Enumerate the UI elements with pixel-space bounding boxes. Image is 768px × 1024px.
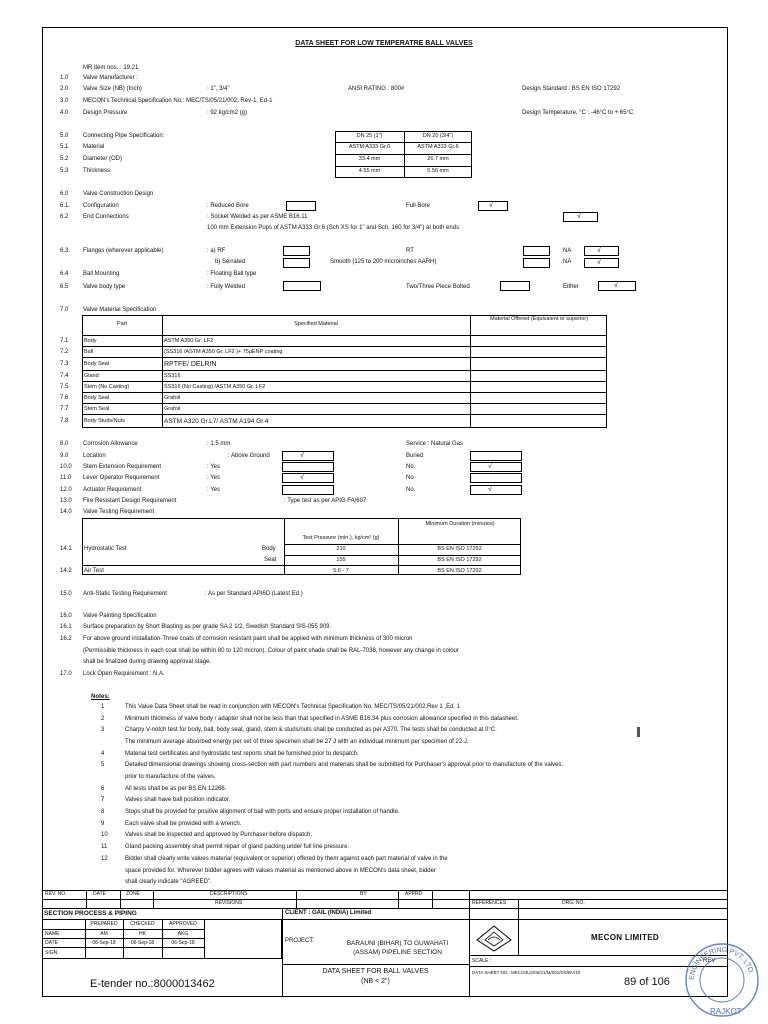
na-label: NA bbox=[563, 259, 572, 265]
footer-label: PREPARED bbox=[90, 921, 118, 927]
material-table bbox=[82, 315, 607, 428]
datasheet-title: DATA SHEET FOR BALL VALVES bbox=[322, 968, 429, 975]
row-value: : Socket Welded as per ASME B16.11 bbox=[207, 214, 308, 220]
note-text: Minimum thickness of valve body / adapter shall not be less than that specified in ASME B16.34 plus corrosion allowance specified in this datasheet. bbox=[125, 716, 519, 722]
row-label: Air Test bbox=[84, 568, 104, 574]
rev-label: REV bbox=[703, 958, 716, 964]
row-no: 12.0 bbox=[60, 487, 72, 493]
row-no: 17.0 bbox=[60, 671, 72, 677]
part-cell: Stem (No Casting) bbox=[84, 384, 130, 390]
row-value: : Floating Ball type bbox=[207, 271, 257, 277]
test-duration: BS EN ISO 17292 bbox=[437, 568, 482, 574]
note-number: 12 bbox=[101, 856, 108, 862]
footer-label: DATE bbox=[45, 940, 58, 946]
test-pressure: 5.6 - 7 bbox=[333, 568, 349, 574]
signoff-name: AKG bbox=[177, 931, 189, 937]
row-label: Thickness bbox=[83, 168, 111, 174]
row-label: Corrosion Allowance bbox=[83, 441, 138, 447]
row-label: Flanges (wherever applicable) bbox=[83, 248, 164, 254]
note-text: Valves shall have ball position indicator. bbox=[125, 797, 231, 803]
stem-no-checkbox[interactable] bbox=[470, 462, 522, 472]
note-text: Gland packing assembly shall permit repair of gland packing under full line pressure. bbox=[125, 844, 350, 850]
row-value: : 1", 3/4" bbox=[207, 86, 230, 92]
row-no: 9.0 bbox=[60, 453, 69, 459]
row-value: : As per Standard API6D (Latest Ed.) bbox=[205, 591, 303, 597]
note-number: 11 bbox=[101, 844, 108, 850]
signoff-date: 06-Sep-18 bbox=[130, 940, 155, 946]
row-no: 6.4 bbox=[60, 271, 69, 277]
check-icon: √ bbox=[488, 486, 492, 493]
cursor-mark bbox=[637, 727, 640, 737]
row-no: 13.0 bbox=[60, 498, 72, 504]
row-label: Anti-Static Testing Requirement bbox=[83, 591, 167, 597]
note-text: Valves shall be inspected and approved by Purchaser before dispatch. bbox=[125, 832, 313, 838]
row-no: 6.1. bbox=[60, 203, 71, 209]
pipe-cell: DN 20 (3/4") bbox=[422, 133, 454, 139]
note-number: 6 bbox=[101, 786, 105, 792]
row-label: Design Pressure bbox=[83, 110, 128, 116]
page-number: 89 of 106 bbox=[624, 976, 670, 988]
row-no: 7.1 bbox=[60, 338, 69, 344]
pipe-cell: 5.56 mm bbox=[427, 168, 449, 174]
note-text: The minimum average absorbed energy per set of three specimen shall be 27 J with an individual minimum per specimen of 22 J. bbox=[125, 739, 469, 745]
signoff-name: HK bbox=[139, 931, 146, 937]
rf-checkbox[interactable] bbox=[283, 246, 310, 256]
row-label: Fire Resistant Design Requirement bbox=[83, 498, 177, 504]
table-header: Test Pressure (min.), kg/cm² (g) bbox=[302, 535, 380, 541]
row-label: Connecting Pipe Specification: bbox=[83, 133, 165, 139]
part-cell: Body Seal bbox=[84, 361, 110, 367]
mecon-logo-icon bbox=[475, 924, 513, 952]
lever-no-checkbox[interactable] bbox=[470, 473, 522, 483]
footer-label: CHECKED bbox=[130, 921, 155, 927]
row-no: 7.3 bbox=[60, 361, 69, 367]
row-no: 5.2 bbox=[60, 156, 69, 162]
bolted-checkbox[interactable] bbox=[500, 281, 530, 291]
note-text: All tests shall be as per BS EN 12266. bbox=[125, 786, 227, 792]
note-number: 1 bbox=[101, 704, 105, 710]
full-bore-checkbox[interactable] bbox=[478, 201, 508, 211]
signoff-date: 06-Sep-18 bbox=[171, 940, 195, 946]
row-no: 6.0 bbox=[60, 191, 69, 197]
datasheet-number: DATA SHEET NO.: MEC/23U2/05/21/M/001/DS/BV/10 bbox=[472, 970, 581, 975]
table-header: Minimum Duration (minutes) bbox=[425, 521, 495, 527]
test-duration: BS EN ISO 17292 bbox=[437, 557, 482, 563]
spec-cell: SS316 bbox=[164, 373, 181, 379]
project-line1: BARAUNI (BIHAR) TO GUWAHATI bbox=[346, 940, 449, 947]
serrated-checkbox[interactable] bbox=[283, 258, 310, 268]
row-no: 5.0 bbox=[60, 133, 69, 139]
row-value: : Yes bbox=[207, 487, 221, 493]
actuator-yes-checkbox[interactable] bbox=[282, 485, 334, 495]
note-number: 2 bbox=[101, 716, 105, 722]
row-no: 7.6 bbox=[60, 395, 69, 401]
footer-label: APPRD bbox=[405, 891, 423, 897]
no-label: No bbox=[406, 464, 414, 470]
note-text: Charpy V-notch test for body, ball, body seat, gland, stem & studs/nuts shall be conducted as per A370. The tests shall be conducted at 0°C. bbox=[125, 727, 497, 733]
row-value: : Yes bbox=[207, 464, 221, 470]
signoff-name: AM bbox=[100, 931, 108, 937]
row-no: 14.2 bbox=[60, 568, 72, 574]
part-cell: Body Studs/Nuts bbox=[84, 418, 125, 424]
row-value: : Type test as per APIG FA/607 bbox=[284, 498, 367, 504]
note-text: Detailed dimensional drawings showing cross-section with part numbers and materials shall be submitted for Purchaser's approval prior to manufacture of the valves. bbox=[125, 762, 564, 768]
footer-label: APPROVED bbox=[169, 921, 197, 927]
section-label: SECTION PROCESS & PIPING bbox=[44, 910, 137, 917]
row-label: Actuator Requirement bbox=[83, 487, 142, 493]
row-label: Valve Material Specification bbox=[83, 307, 157, 313]
note-text: Each valve shall be provided with a wrench. bbox=[125, 821, 242, 827]
row-label: Valve Manufacturer : bbox=[83, 75, 138, 81]
test-pressure: 155 bbox=[336, 557, 346, 563]
note-number: 4 bbox=[101, 751, 105, 757]
service-label: Service : Natural Gas bbox=[406, 441, 464, 447]
footer-label: REVISIONS bbox=[215, 900, 243, 906]
check-icon: √ bbox=[300, 452, 304, 459]
check-icon: √ bbox=[300, 474, 304, 481]
spec-cell: RPTFE/ DELRIN bbox=[164, 361, 217, 368]
stamp-text-bottom: RAJKOT bbox=[710, 1007, 742, 1016]
footer-label: ZONE bbox=[126, 891, 140, 897]
row-no: 1.0 bbox=[60, 75, 69, 81]
pipe-cell: ASTM A333 Gr.6 bbox=[348, 144, 391, 150]
design-temperature: Design Temperature, °C : -46°C to + 65°C bbox=[522, 110, 634, 116]
footer-label: SIGN bbox=[45, 950, 58, 956]
paint-text: Surface preparation by Short Blasting as per grade SA 2 1/2, Swedish Standard SIS-055 909. bbox=[83, 624, 332, 630]
row-no: 14.0 bbox=[60, 509, 72, 515]
row-value: : Reduced Bore bbox=[207, 203, 249, 209]
footer-label: DRG. NO. bbox=[562, 900, 585, 906]
above-ground-checkbox[interactable] bbox=[282, 451, 334, 461]
test-pressure: 210 bbox=[336, 546, 346, 552]
no-label: No bbox=[406, 475, 414, 481]
pipe-cell: ASTM A333 Gr.6 bbox=[417, 144, 459, 150]
note-number: 8 bbox=[101, 809, 105, 815]
buried-label: Buried bbox=[406, 453, 424, 459]
row-value: : Yes bbox=[207, 475, 221, 481]
lever-yes-checkbox[interactable] bbox=[282, 473, 334, 483]
note-text: prior to manufacture of the valves. bbox=[125, 774, 216, 780]
note-number: 5 bbox=[101, 762, 105, 768]
row-label: Valve Testing Requirement bbox=[83, 509, 155, 515]
row-no: 8.0 bbox=[60, 441, 69, 447]
row-no: 16.2 bbox=[60, 636, 72, 642]
fully-welded-checkbox[interactable] bbox=[283, 281, 321, 291]
test-duration: BS EN ISO 17292 bbox=[437, 546, 482, 552]
row-no: 16.1 bbox=[60, 624, 72, 630]
footer-label: BY bbox=[360, 891, 367, 897]
row-no: 16.0 bbox=[60, 613, 72, 619]
part-cell: Gland bbox=[84, 373, 99, 379]
row-no: 6.5 bbox=[60, 284, 69, 290]
row-no: 5.3 bbox=[60, 168, 69, 174]
pipe-cell: DN 25 (1") bbox=[356, 133, 383, 139]
pipe-cell: 26.7 mm bbox=[427, 156, 449, 162]
body-label: Body bbox=[262, 546, 276, 552]
either-label: Either bbox=[563, 284, 579, 290]
paint-text: Lock Open Requirement : N.A. bbox=[83, 671, 165, 677]
row-value: : 92 kg/cm2 (g) bbox=[207, 110, 248, 116]
sheet-title: DATA SHEET FOR LOW TEMPERATRE BALL VALVES bbox=[295, 40, 473, 47]
row-no: 7.5 bbox=[60, 384, 69, 390]
note-text: Bidder shall clearly write values material (equivalent or superior) offered by them against each part material of valve in the bbox=[125, 856, 448, 862]
row-no: 15.0 bbox=[60, 591, 72, 597]
row-label: MECON's Technical Specification No.: MEC/TS/05/21/002, Rev-1, Ed-1 bbox=[83, 98, 273, 104]
paint-text: Valve Painting Specification bbox=[83, 613, 157, 619]
stem-yes-checkbox[interactable] bbox=[282, 462, 334, 472]
reduced-bore-checkbox[interactable] bbox=[286, 201, 316, 211]
footer-label: DESCRIPTIONS bbox=[210, 891, 248, 897]
check-icon: √ bbox=[597, 259, 601, 266]
note-text: shall clearly indicate "AGREED". bbox=[125, 879, 212, 885]
row-label: Configuration bbox=[83, 203, 119, 209]
part-cell: Ball bbox=[84, 349, 94, 355]
check-icon: √ bbox=[489, 202, 493, 209]
row-label: Valve Size (NB) (Inch) bbox=[83, 86, 142, 92]
company-stamp-icon bbox=[682, 940, 762, 1020]
check-icon: √ bbox=[597, 247, 601, 254]
part-cell: Body Seal bbox=[84, 395, 110, 401]
ansi-rating: ANSI RATING : 800# bbox=[348, 86, 405, 92]
row-value: : a) RF bbox=[207, 248, 226, 254]
table-header: Material Offered (Equivalent or superior) bbox=[489, 316, 589, 322]
row-label: Valve body type bbox=[83, 284, 126, 290]
na-checkbox[interactable] bbox=[584, 258, 619, 268]
mr-items: MR item nos. : 19,21 bbox=[83, 65, 139, 71]
row-no: 10.0 bbox=[60, 464, 72, 470]
client-label: CLIENT : GAIL (INDIA) Limited bbox=[285, 910, 372, 916]
spec-cell: (SS316 /ASTM A350 Gr. LF2 )+ 75µENP coating bbox=[164, 349, 283, 355]
note-number: 3 bbox=[101, 727, 105, 733]
na-checkbox[interactable] bbox=[584, 246, 619, 256]
note-text: This Value Data Sheet shall be read in conjunction with MECON's Technical Specification No. MEC/TS/05/21/002,Rev 1 ,Ed. 1 bbox=[125, 704, 461, 710]
actuator-no-checkbox[interactable] bbox=[470, 485, 522, 495]
row-value: : 1.5 mm bbox=[207, 441, 231, 447]
na-label: NA bbox=[563, 248, 572, 254]
row-label: End Connections bbox=[83, 214, 129, 220]
row-no: 2.0 bbox=[60, 86, 69, 92]
row-label: Stem Extension Requirement bbox=[83, 464, 162, 470]
full-bore-label: Full Bore bbox=[406, 203, 431, 209]
check-icon: √ bbox=[488, 463, 492, 470]
row-label: Diameter (OD) bbox=[83, 156, 123, 162]
etender-number: E-tender no.:8000013462 bbox=[90, 978, 215, 990]
footer-label: NAME bbox=[45, 931, 60, 937]
datasheet-subtitle: (NB < 2") bbox=[361, 978, 390, 985]
row-value: : Fully Welded bbox=[207, 284, 245, 290]
footer-label: DATE bbox=[93, 891, 106, 897]
seat-label: Seat bbox=[264, 557, 277, 563]
spec-cell: Grafoil bbox=[164, 395, 181, 401]
pipe-cell: 4.55 mm bbox=[358, 168, 381, 174]
spec-cell: ASTM A350 Gr. LF2 bbox=[164, 338, 214, 344]
spec-cell: SS316 (No Casting) /ASTM A350 Gr. LF2 bbox=[164, 384, 266, 390]
smooth-checkbox[interactable] bbox=[523, 258, 550, 268]
row-no: 5.1 bbox=[60, 144, 69, 150]
row-label: Material bbox=[83, 144, 105, 150]
project-line2: (ASSAM) PIPELINE SECTION bbox=[353, 949, 442, 956]
rt-checkbox[interactable] bbox=[523, 246, 550, 256]
two-three-piece-label: Two/Three Piece Bolted bbox=[406, 284, 470, 290]
design-standard: Design Standard : BS EN ISO 17292 bbox=[522, 86, 621, 92]
row-no: 7.7 bbox=[60, 406, 69, 412]
row-label: Hydrostatic Test bbox=[84, 546, 127, 552]
row-label: Ball Mounting bbox=[83, 271, 120, 277]
row-no: 14.1 bbox=[60, 546, 72, 552]
note-number: 7 bbox=[101, 797, 105, 803]
footer-label: REV. NO. bbox=[45, 891, 67, 897]
buried-checkbox[interactable] bbox=[470, 451, 522, 461]
row-no: 3.0 bbox=[60, 98, 69, 104]
project-label: PROJECT: bbox=[285, 938, 315, 944]
row-no: 7.2 bbox=[60, 349, 69, 355]
paint-text: (Permissible thickness in each coat shall be within 80 to 120 micron). Colour of paint shade shall be RAL-7038, however any change in colour bbox=[83, 648, 459, 654]
pipe-cell: 33.4 mm bbox=[358, 156, 381, 162]
row-no: 7.4 bbox=[60, 373, 69, 379]
row-no: 4.0 bbox=[60, 110, 69, 116]
row-value: : Above Ground bbox=[228, 453, 270, 459]
spec-cell: Grafoil bbox=[164, 406, 181, 412]
check-icon: √ bbox=[577, 213, 581, 220]
paint-text: shall be finalized during drawing approval stage. bbox=[83, 659, 212, 665]
row-value: 100 mm Extension Pups of ASTM A333 Gr.6 (Sch XS for 1" and Sch. 160 for 3/4") at both ends bbox=[207, 225, 460, 231]
table-header: Specified Material bbox=[294, 321, 338, 327]
spec-cell: ASTM A320 Gr.L7/ ASTM A194 Gr.4 bbox=[164, 418, 269, 425]
paint-text: For above ground installation-Three coats of corrosion resistant paint shall be applied with minimum thickness of 300 micron bbox=[83, 636, 413, 642]
notes-title: Notes: bbox=[91, 694, 110, 700]
table-header: Part bbox=[116, 321, 128, 327]
row-no: 11.0 bbox=[60, 475, 72, 481]
smooth-label: Smooth (125 to 200 microinches AARH) bbox=[330, 259, 437, 265]
part-cell: Body bbox=[84, 338, 97, 344]
no-label: No bbox=[406, 487, 414, 493]
rt-label: RT bbox=[406, 248, 414, 254]
company-name: MECON LIMITED bbox=[591, 933, 659, 942]
stamp-text-top: ENGINEERING PVT. LTD. bbox=[688, 946, 755, 981]
scale-label: SCALE : bbox=[472, 958, 492, 964]
signoff-date: 06-Sep-18 bbox=[92, 940, 116, 946]
note-text: Material test certificates and hydrostatic test reports shall be furnished prior to despatch. bbox=[125, 751, 359, 757]
row-no: 6.2 bbox=[60, 214, 69, 220]
row-label: Lever Operator Requirement bbox=[83, 475, 160, 481]
note-text: space provided for. Wherever bidder agrees with values material as mentioned above in MECON's data sheet, bidder bbox=[125, 868, 436, 874]
check-icon: √ bbox=[614, 282, 618, 289]
note-text: Stops shall be provided for positive alignment of ball with ports and ensure proper installation of handle. bbox=[125, 809, 400, 815]
row-value: b) Serrated bbox=[215, 259, 246, 265]
footer-label: REFERENCES bbox=[472, 900, 507, 906]
row-label: Location bbox=[83, 453, 106, 459]
row-label: Valve Construction Design bbox=[83, 191, 154, 197]
row-no: 7.0 bbox=[60, 307, 69, 313]
row-no: 6.3. bbox=[60, 248, 71, 254]
part-cell: Stem Seal bbox=[84, 406, 110, 412]
note-number: 9 bbox=[101, 821, 105, 827]
note-number: 10 bbox=[101, 832, 108, 838]
row-no: 7.8 bbox=[60, 418, 69, 424]
